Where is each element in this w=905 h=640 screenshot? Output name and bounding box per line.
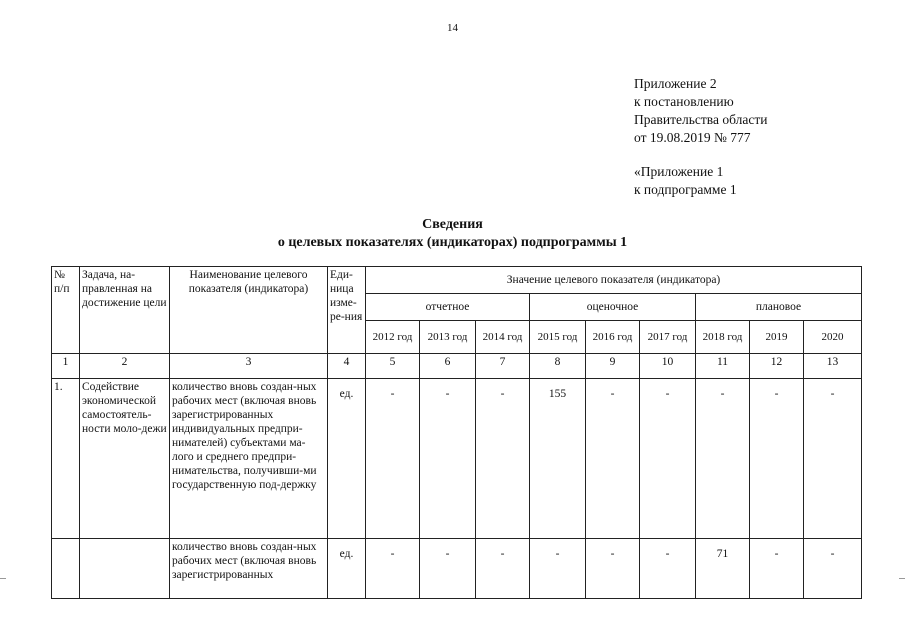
column-number: 6	[420, 354, 476, 379]
row-value: -	[750, 539, 804, 599]
column-number: 1	[52, 354, 80, 379]
column-number: 8	[530, 354, 586, 379]
row-value: -	[750, 379, 804, 539]
column-number: 7	[476, 354, 530, 379]
row-value: -	[640, 539, 696, 599]
row-number: 1.	[52, 379, 80, 539]
row-indicator: количество вновь создан-ных рабочих мест (включая вновь зарегистрированных индивидуальных предпри-нимателей) субъектами ма-лого и среднего предпри-нимательства, получивши-ми государственную под-держку	[170, 379, 328, 539]
document-title	[0, 216, 905, 252]
column-number: 13	[804, 354, 862, 379]
column-number: 9	[586, 354, 640, 379]
header-unit: Еди-ница изме-ре-ния	[328, 267, 366, 354]
header-year: 2014 год	[476, 321, 530, 354]
attachment-line: «Приложение 1	[634, 164, 724, 179]
row-task: Содействие экономической самостоятель-ности моло-дежи	[80, 379, 170, 539]
row-number	[52, 539, 80, 599]
row-unit: ед.	[328, 379, 366, 539]
header-year: 2016 год	[586, 321, 640, 354]
row-value: -	[420, 379, 476, 539]
column-number: 3	[170, 354, 328, 379]
title-line: о целевых показателях (индикаторах) подпрограммы 1	[277, 235, 628, 250]
attachment-line: от 19.08.2019 № 777	[634, 130, 751, 145]
row-value: 71	[696, 539, 750, 599]
header-task: Задача, на-правленная на достижение цели	[80, 267, 170, 354]
header-year: 2015 год	[530, 321, 586, 354]
column-number: 2	[80, 354, 170, 379]
indicators-table	[51, 266, 862, 599]
table-row	[52, 379, 862, 539]
column-number: 11	[696, 354, 750, 379]
attachment-line: к постановлению	[634, 94, 734, 109]
attachment-line: Правительства области	[634, 112, 768, 127]
row-value: -	[640, 379, 696, 539]
scan-edge-mark	[899, 578, 905, 579]
header-year: 2018 год	[696, 321, 750, 354]
table-row	[52, 539, 862, 599]
column-number: 4	[328, 354, 366, 379]
header-reported: отчетное	[366, 294, 530, 321]
header-planned: плановое	[696, 294, 862, 321]
attachment-line: Приложение 2	[634, 76, 717, 91]
header-year: 2017 год	[640, 321, 696, 354]
header-year: 2020	[804, 321, 862, 354]
header-num: № п/п	[52, 267, 80, 354]
header-indicator: Наименование целевого показателя (индикатора)	[170, 267, 328, 354]
column-number: 12	[750, 354, 804, 379]
column-number: 10	[640, 354, 696, 379]
row-value: -	[420, 539, 476, 599]
header-estimated: оценочное	[530, 294, 696, 321]
row-value: -	[530, 539, 586, 599]
row-value: -	[476, 379, 530, 539]
header-value: Значение целевого показателя (индикатора)	[366, 267, 862, 294]
page-number: 14	[447, 22, 458, 34]
row-value: -	[804, 379, 862, 539]
attachment-line: к подпрограмме 1	[634, 182, 737, 197]
row-value: -	[476, 539, 530, 599]
title-line: Сведения	[422, 217, 483, 232]
row-value: -	[586, 539, 640, 599]
header-year: 2012 год	[366, 321, 420, 354]
attachment-block	[634, 75, 767, 199]
row-unit: ед.	[328, 539, 366, 599]
scan-edge-mark	[0, 578, 6, 579]
row-value: -	[586, 379, 640, 539]
row-value: 155	[530, 379, 586, 539]
row-value: -	[366, 379, 420, 539]
row-task	[80, 539, 170, 599]
column-number-row	[52, 354, 862, 379]
row-value: -	[696, 379, 750, 539]
header-year: 2013 год	[420, 321, 476, 354]
header-year: 2019	[750, 321, 804, 354]
row-indicator: количество вновь создан-ных рабочих мест (включая вновь зарегистрированных	[170, 539, 328, 599]
row-value: -	[366, 539, 420, 599]
column-number: 5	[366, 354, 420, 379]
row-value: -	[804, 539, 862, 599]
